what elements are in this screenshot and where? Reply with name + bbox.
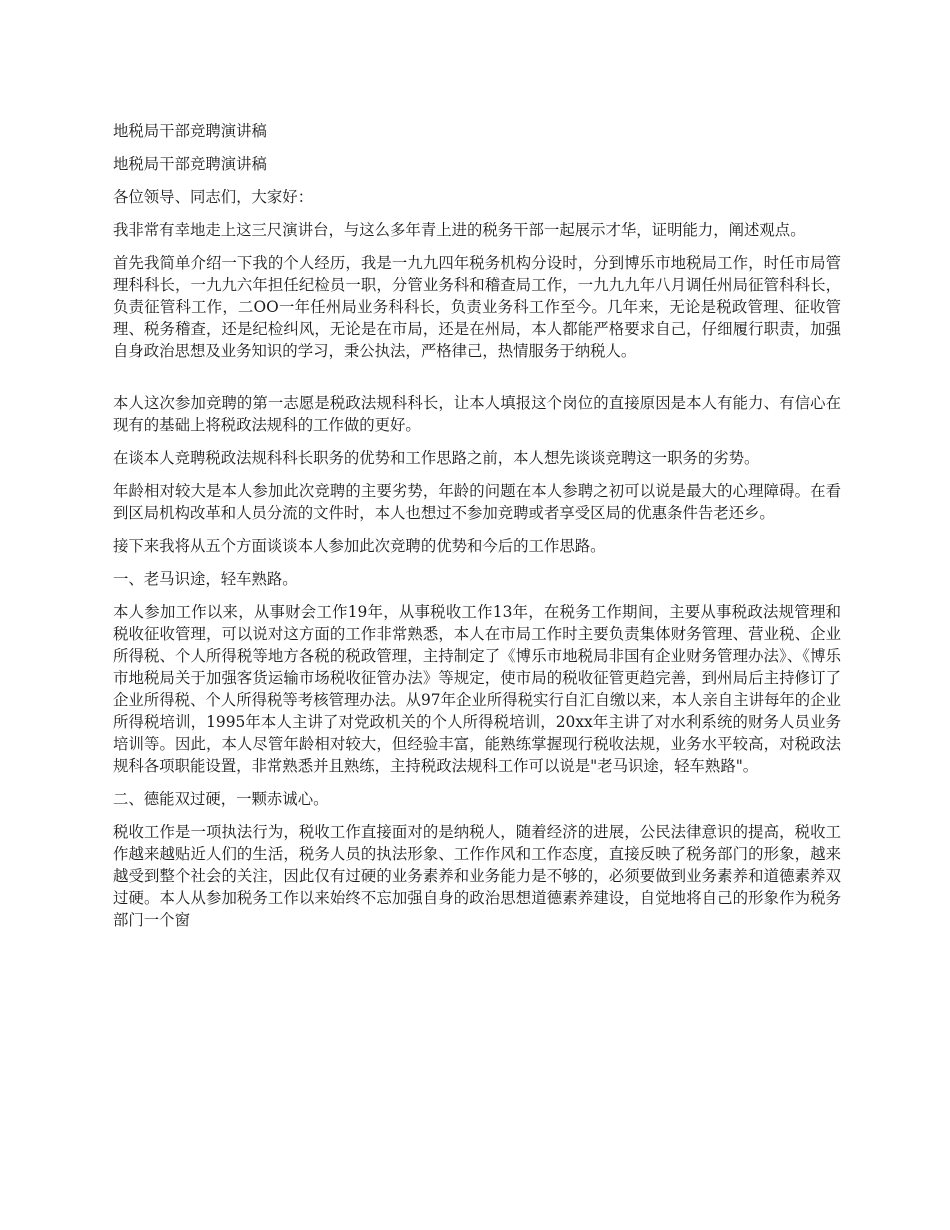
section-heading-two: 二、德能双过硬，一颗赤诚心。 — [113, 790, 329, 808]
section-heading-one: 一、老马识途，轻车熟路。 — [113, 570, 298, 588]
paragraph-intro: 我非常有幸地走上这三尺演讲台，与这么多年青上进的税务干部一起展示才华，证明能力，阐述观点。 — [113, 221, 806, 239]
paragraph-experience: 首先我简单介绍一下我的个人经历，我是一九九四年税务机构分设时，分到博乐市地税局工作，时任市局管理科科长，一九九六年担任纪检员一职，分管业务科和稽查局工作，一九九九年八月调任州局征管科科长，负责征管科工作，二OO一年任州局业务科科长，负责业务科工作至今。几年来，无论是税政管理、征收管理、税务稽查，还是纪检纠风，无论是在市局，还是在州局，本人都能严格要求自己，仔细履行职责，加强自身政治思想及业务知识的学习，秉公执法，严格律己，热情服务于纳税人。 — [113, 254, 841, 360]
paragraph-age: 年龄相对较大是本人参加此次竞聘的主要劣势，年龄的问题在本人参聘之初可以说是最大的心理障碍。在看到区局机构改革和人员分流的文件时，本人也想过不参加竞聘或者享受区局的优惠条件告老还乡。 — [113, 482, 841, 522]
document-page — [113, 120, 841, 942]
paragraph-experience-detail: 本人参加工作以来，从事财会工作19年，从事税收工作13年，在税务工作期间，主要从事税政法规管理和税收征收管理，可以说对这方面的工作非常熟悉，本人在市局工作时主要负责集体财务管理、营业税、企业所得税、个人所得税等地方各税的税政管理，主持制定了《博乐市地税局非国有企业财务管理办法》、《博乐市地税局关于加强客货运输市场税收征管办法》等规定，使市局的税收征管更趋完善，到州局后主持修订了企业所得税、个人所得税等考核管理办法。从97年企业所得税实行自汇自缴以来，本人亲自主讲每年的企业所得税培训，1995年本人主讲了对党政机关的个人所得税培训，20xx年主讲了对水利系统的财务人员业务培训等。因此，本人尽管年龄相对较大，但经验丰富，能熟练掌握现行税收法规，业务水平较高，对税政法规科各项职能设置，非常熟悉并且熟练，主持税政法规科工作可以说是"老马识途，轻车熟路"。 — [113, 603, 841, 775]
document-title: 地税局干部竞聘演讲稿 — [113, 122, 267, 140]
paragraph-weakness-intro: 在谈本人竞聘税政法规科科长职务的优势和工作思路之前，本人想先谈谈竞聘这一职务的劣势。 — [113, 449, 760, 467]
document-subtitle: 地税局干部竞聘演讲稿 — [113, 155, 267, 173]
paragraph-first-choice: 本人这次参加竞聘的第一志愿是税政法规科科长，让本人填报这个岗位的直接原因是本人有能力、有信心在现有的基础上将税政法规科的工作做的更好。 — [113, 394, 841, 434]
greeting-line: 各位领导、同志们，大家好： — [113, 188, 314, 206]
paragraph-ethics: 税收工作是一项执法行为，税收工作直接面对的是纳税人，随着经济的进展，公民法律意识的提高，税收工作越来越贴近人们的生活，税务人员的执法形象、工作作风和工作态度，直接反映了税务部门的形象，越来越受到整个社会的关注，因此仅有过硬的业务素养和业务能力是不够的，必须要做到业务素养和道德素养双过硬。本人从参加税务工作以来始终不忘加强自身的政治思想道德素养建设，自觉地将自己的形象作为税务部门一个窗 — [113, 823, 841, 929]
paragraph-five-aspects: 接下来我将从五个方面谈谈本人参加此次竞聘的优势和今后的工作思路。 — [113, 537, 606, 555]
